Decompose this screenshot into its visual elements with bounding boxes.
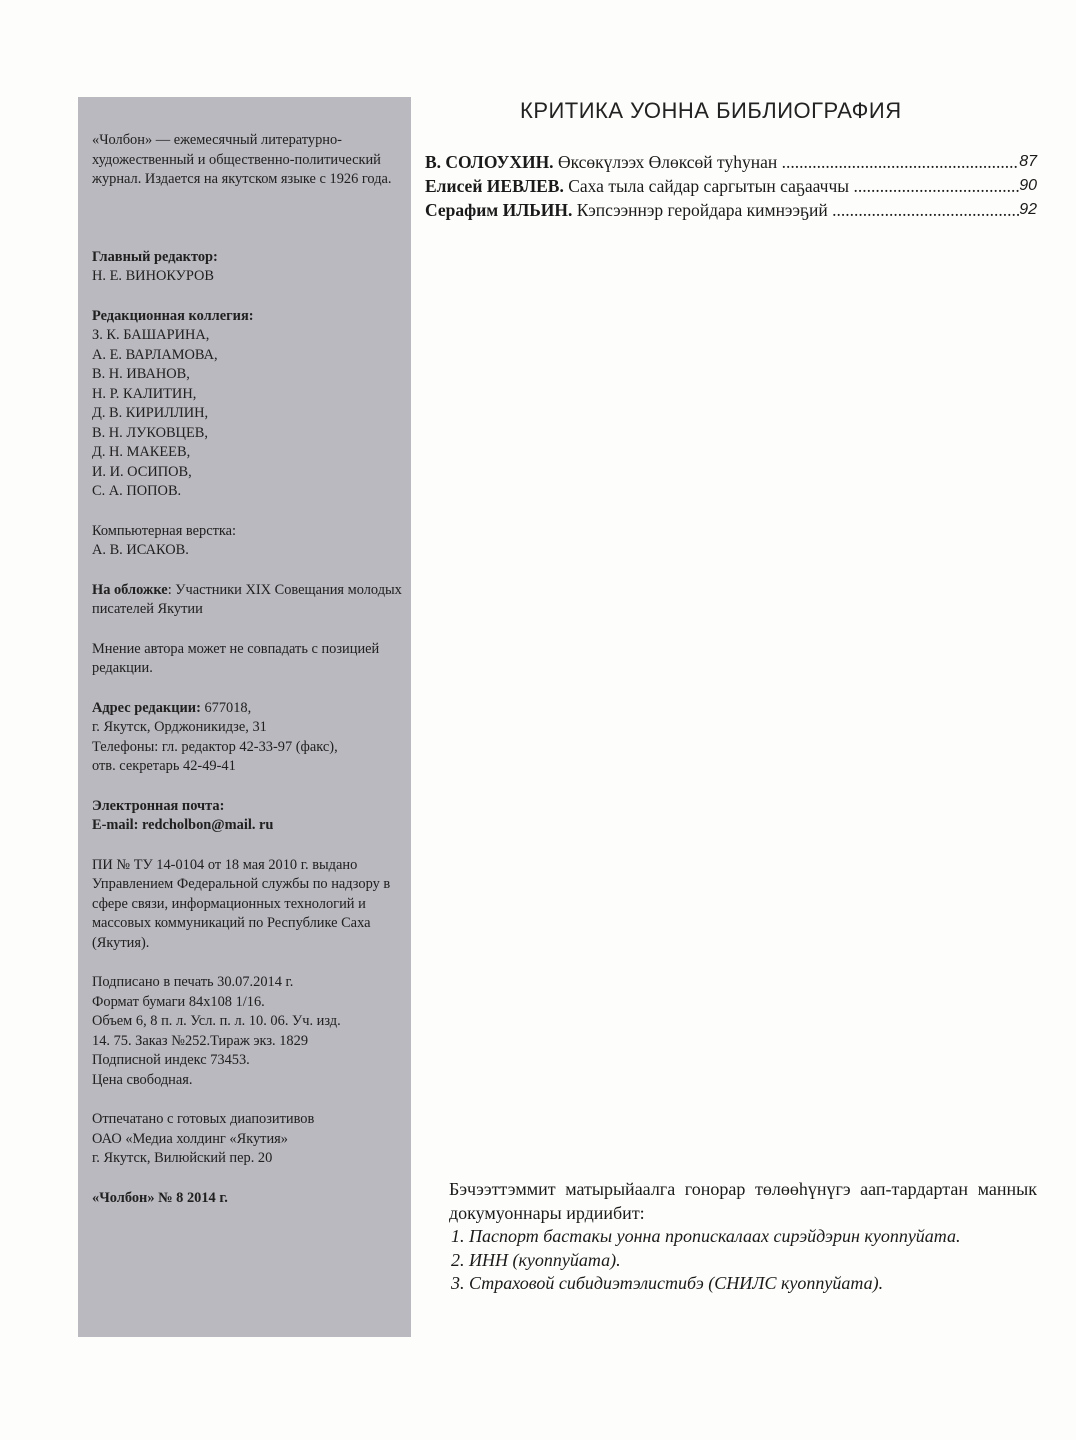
toc-entry xyxy=(425,150,1037,174)
board-member: Д. Н. МАКЕЕВ, xyxy=(92,444,191,460)
board-member: В. Н. ЛУКОВЦЕВ, xyxy=(92,424,208,441)
email-label: Электронная почта: xyxy=(92,797,225,814)
email: E-mail: redcholbon@mail. ru xyxy=(92,817,274,833)
imprint-sidebar xyxy=(78,97,411,1337)
cover-note xyxy=(92,581,404,620)
note-item: 1. Паспорт бастакы уонна пропискалаах сирэйдэрин куоппуйата. xyxy=(451,1226,961,1246)
board-label: Редакционная коллегия: xyxy=(92,307,254,324)
layout-person: А. В. ИСАКОВ. xyxy=(92,542,189,558)
cover-text: : Участники XIX Совещания молодых писателей Якутии xyxy=(92,581,402,617)
note-item: 3. Страховой сибидиэтэлистибэ (СНИЛС куоппуйата). xyxy=(451,1273,884,1293)
opinion-note: Мнение автора может не совпадать с позицией редакции. xyxy=(92,640,380,676)
address-line: отв. секретарь 42-49-41 xyxy=(92,758,236,774)
print-line: 14. 75. Заказ №252.Тираж экз. 1829 xyxy=(92,1032,309,1049)
table-of-contents xyxy=(425,150,1037,222)
honorarium-note xyxy=(449,1178,1037,1296)
address-line: Телефоны: гл. редактор 42-33-97 (факс), xyxy=(92,738,338,755)
license: ПИ № ТУ 14-0104 от 18 мая 2010 г. выдано Управлением Федеральной службы по надзору в сфере связи, информационных технологий и массовых коммуникаций по Республике Саха (Якутия). xyxy=(92,856,391,951)
address-label: Адрес редакции: xyxy=(92,699,201,716)
board-member: С. А. ПОПОВ. xyxy=(92,483,182,499)
print-line: Формат бумаги 84x108 1/16. xyxy=(92,993,265,1010)
toc-entry xyxy=(425,174,1037,198)
toc-author: В. СОЛОУХИН. xyxy=(425,152,554,172)
address-line: г. Якутск, Орджоникидзе, 31 xyxy=(92,719,267,735)
toc-page: 92 xyxy=(1019,201,1037,218)
board-member: Н. Р. КАЛИТИН, xyxy=(92,385,197,402)
toc-title: Саха тыла сайдар саргытын саҕааччы xyxy=(563,176,850,196)
print-line: Подписано в печать 30.07.2014 г. xyxy=(92,974,294,990)
toc-author: Елисей ИЕВЛЕВ. xyxy=(425,176,564,196)
toc-entry xyxy=(425,198,1037,222)
chief-editor: Н. Е. ВИНОКУРОВ xyxy=(92,268,215,284)
board-member: Д. В. КИРИЛЛИН, xyxy=(92,405,209,421)
board-member: А. Е. ВАРЛАМОВА, xyxy=(92,346,218,363)
address-line: 677018, xyxy=(200,699,252,716)
print-line: Цена свободная. xyxy=(92,1071,193,1088)
toc-title: Кэпсээннэр геройдара кимнээҕий xyxy=(572,200,828,220)
toc-author: Серафим ИЛЬИН. xyxy=(425,200,573,220)
chief-editor-label: Главный редактор: xyxy=(92,248,218,265)
printer-line: г. Якутск, Вилюйский пер. 20 xyxy=(92,1150,273,1166)
issue-number: «Чолбон» № 8 2014 г. xyxy=(92,1189,228,1206)
toc-page: 87 xyxy=(1019,153,1037,170)
board-member: В. Н. ИВАНОВ, xyxy=(92,366,190,382)
print-line: Объем 6, 8 п. л. Усл. п. л. 10. 06. Уч. изд. xyxy=(92,1013,341,1029)
printer-line: ОАО «Медиа холдинг «Якутия» xyxy=(92,1130,288,1147)
toc-page: 90 xyxy=(1019,177,1037,194)
section-title: КРИТИКА УОННА БИБЛИОГРАФИЯ xyxy=(520,98,902,123)
cover-label: На обложке xyxy=(92,581,168,598)
note-paragraph: Бэчээттэммит матырыйаалга гонорар төлөөһүнүгэ аап-тардартан маннык докумуоннары ирдиибит: xyxy=(449,1179,1037,1223)
board-member: З. К. БАШАРИНА, xyxy=(92,327,210,343)
toc-title: Өксөкүлээх Өлөксөй туһунан xyxy=(553,152,778,172)
print-line: Подписной индекс 73453. xyxy=(92,1052,250,1068)
layout-label: Компьютерная верстка: xyxy=(92,522,237,539)
address xyxy=(92,699,404,719)
printer-line: Отпечатано с готовых диапозитивов xyxy=(92,1111,315,1127)
board-member: И. И. ОСИПОВ, xyxy=(92,463,192,480)
note-item: 2. ИНН (куоппуйата). xyxy=(451,1249,621,1270)
journal-intro: «Чолбон» — ежемесячный литературно-художественный и общественно-политический журнал. Издается на якутском языке с 1926 года. xyxy=(92,132,392,187)
